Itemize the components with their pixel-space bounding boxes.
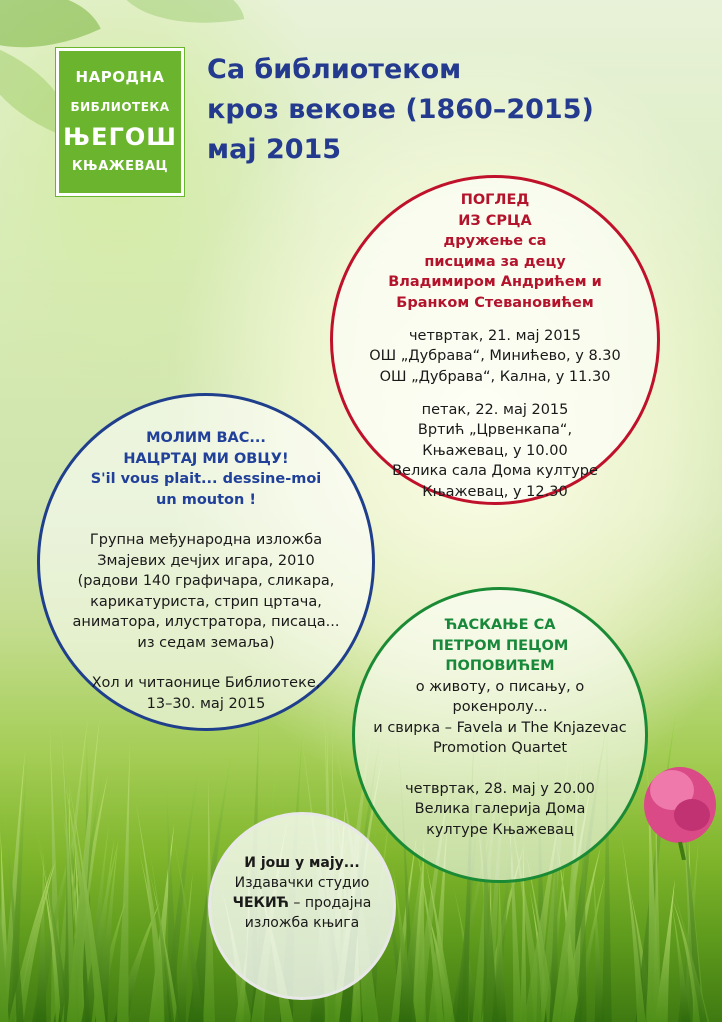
clover-flower-decoration — [632, 760, 722, 860]
event-detail: четвртак, 21. мај 2015 — [408, 327, 582, 344]
event-circle-caskanje — [352, 587, 648, 883]
event-circle-josh — [208, 812, 396, 1000]
event-detail: Велика сала Дома културе — [392, 463, 598, 479]
logo-line: ЊЕГОШ — [63, 123, 177, 151]
logo-line: КЊАЖЕВАЦ — [71, 159, 169, 174]
event-heading: Владимиром Андрићем и — [388, 274, 602, 290]
event-circle-molim — [37, 393, 375, 731]
event-heading: НАЦРТАЈ МИ ОВЦУ! — [123, 450, 289, 467]
title-line: Са библиотеком — [207, 54, 462, 85]
event-detail: Promotion Quartet — [432, 740, 568, 756]
library-logo — [56, 48, 184, 196]
event-circle-pogled — [330, 175, 660, 505]
grass-blade — [117, 743, 130, 1022]
event-detail: Велика галерија Дома — [414, 801, 586, 817]
poster-title — [207, 50, 687, 170]
event-detail: четвртак, 28. мај у 20.00 — [405, 780, 595, 797]
event-detail: изложба књига — [244, 915, 360, 931]
event-heading: И још у мају... — [244, 855, 360, 871]
event-detail: Књажевац, у 12.30 — [422, 483, 568, 500]
event-detail: Издавачки студио — [234, 875, 370, 891]
event-detail: Вртић „Црвенкапа“, — [417, 422, 573, 438]
event-detail: и свирка – Favela и The Knjazevac — [373, 719, 627, 736]
event-detail: Змајевих дечјих игара, 2010 — [97, 552, 315, 569]
event-heading: un mouton ! — [156, 491, 256, 508]
event-heading: Бранком Стевановићем — [396, 294, 594, 311]
event-detail: из седам земаља) — [137, 634, 275, 651]
event-detail: карикатуриста, стрип цртача, — [90, 593, 322, 610]
event-detail: аниматора, илустратора, писаца... — [72, 614, 340, 630]
event-heading: писцима за децу — [424, 253, 566, 270]
title-line: мај 2015 — [207, 134, 342, 165]
event-heading: ПЕТРОМ ПЕЦОМ — [431, 637, 569, 654]
grass-blade — [621, 833, 646, 1022]
event-detail: рокенролу... — [452, 699, 548, 715]
event-heading: дружење са — [443, 233, 547, 249]
event-heading: ЋАСКАЊЕ СА — [444, 617, 556, 633]
event-detail: Групна међународна изложба — [89, 532, 323, 548]
event-heading: S'il vous plait... dessine-moi — [90, 471, 322, 487]
event-detail-rest: – продајна — [288, 895, 372, 911]
event-detail: ОШ „Дубрава“, Кална, у 11.30 — [379, 368, 611, 385]
event-detail: Књажевац, у 10.00 — [422, 442, 568, 459]
logo-line: НАРОДНА — [75, 68, 165, 86]
event-detail — [233, 893, 372, 913]
event-detail: 13–30. мај 2015 — [146, 695, 266, 712]
event-heading: МОЛИМ ВАС... — [146, 430, 266, 446]
event-heading: ИЗ СРЦА — [458, 212, 532, 229]
event-heading: ПОГЛЕД — [460, 192, 530, 208]
logo-line: БИБЛИОТЕКА — [70, 100, 170, 114]
event-detail: петак, 22. мај 2015 — [421, 401, 569, 418]
event-heading: ПОПОВИЋЕМ — [445, 658, 555, 674]
event-detail: (радови 140 графичара, сликара, — [77, 573, 335, 589]
leaf-decoration — [116, 0, 245, 40]
publisher-name: ЧЕКИЋ — [232, 895, 289, 911]
event-detail: о животу, о писању, о — [415, 678, 585, 695]
event-detail: културе Књажевац — [426, 821, 574, 838]
title-line: кроз векове (1860–2015) — [207, 94, 594, 125]
event-detail: ОШ „Дубрава“, Минићево, у 8.30 — [369, 348, 621, 364]
event-detail: Хол и читаонице Библиотеке, — [91, 675, 321, 691]
